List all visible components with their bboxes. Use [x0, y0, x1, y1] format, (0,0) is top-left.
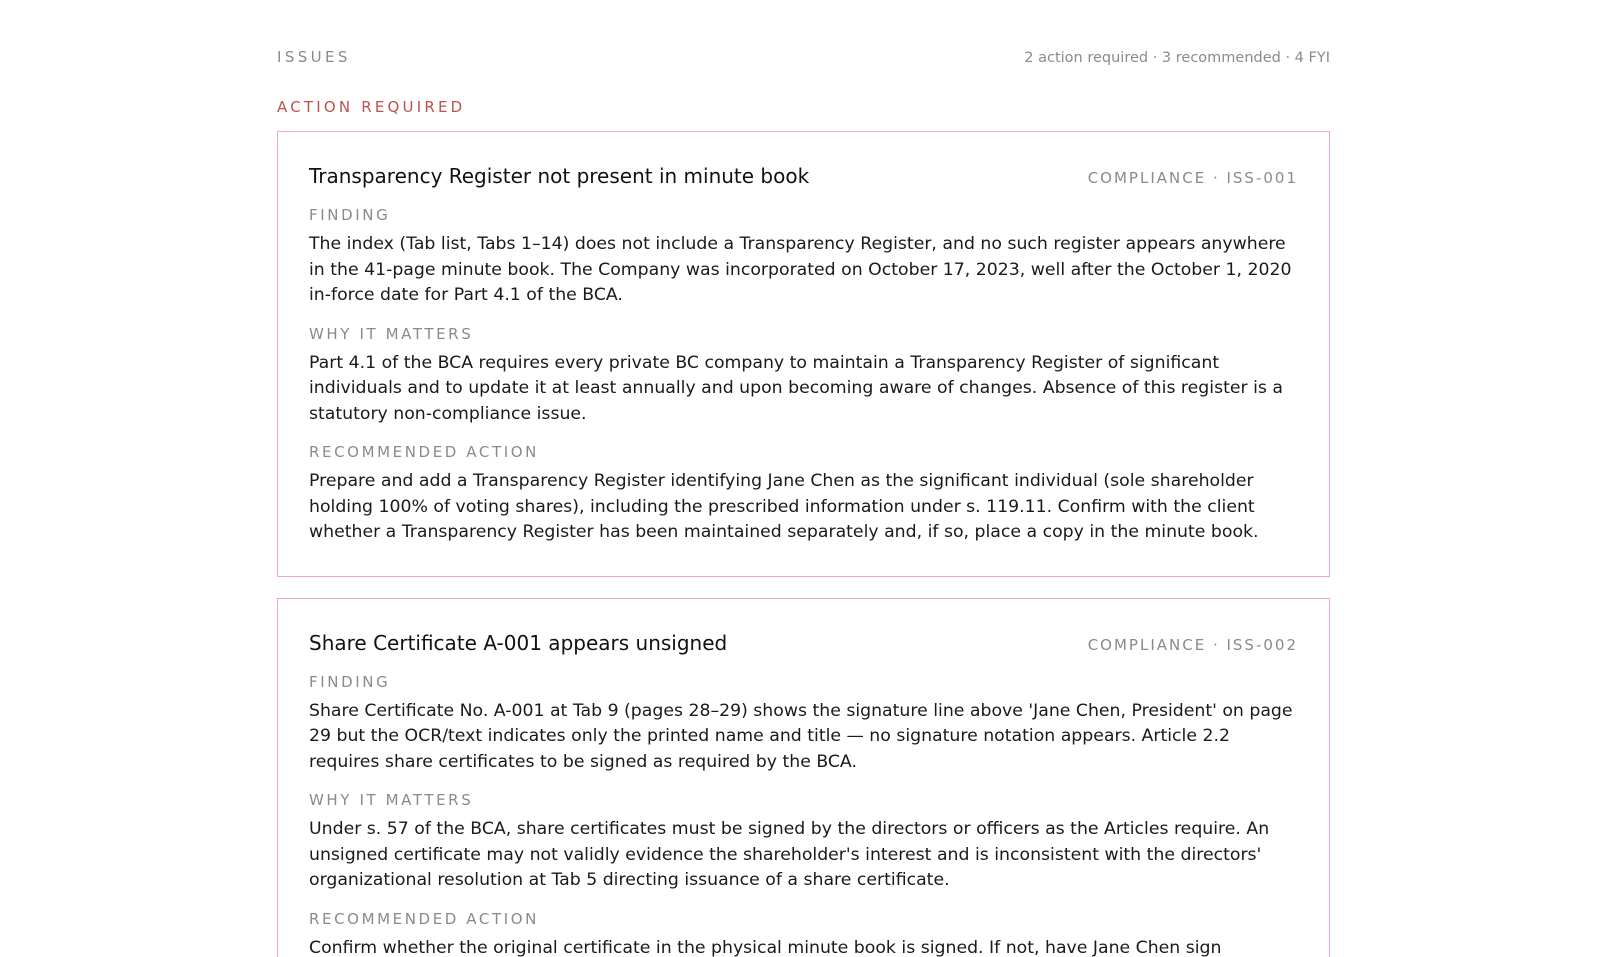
finding-label: FINDING: [309, 206, 391, 224]
why-label: WHY IT MATTERS: [309, 324, 474, 343]
issue-card-header: [309, 631, 1298, 655]
issues-heading: ISSUES: [277, 48, 351, 66]
action-label: RECOMMENDED ACTION: [309, 443, 539, 461]
section-action-required: ACTION REQUIRED: [277, 98, 466, 116]
action-text: Confirm whether the original certificate in the physical minute book is signed. If not, have Jane Chen sign: [309, 937, 1222, 957]
action-label: RECOMMENDED ACTION: [309, 909, 539, 928]
issues-summary: 2 action required · 3 recommended · 4 FYI: [1024, 50, 1330, 66]
issues-header: [277, 48, 1330, 72]
issue-card: [277, 598, 1330, 957]
action-text: Prepare and add a Transparency Register identifying Jane Chen as the significant individual (sole shareholder holding 100% of voting shares), including the prescribed information under s. 119.11. Confirm with the client whether a Transparency Register has been maintained separately and, if so, place a copy in the minute book.: [309, 471, 1259, 542]
issues-content: [277, 48, 1330, 957]
finding-text: Share Certificate No. A-001 at Tab 9 (pages 28–29) shows the signature line above 'Jane Chen, President' on page 29 but the OCR/text indicates only the printed name and title — no signature notation appears. Article 2.2 requires share certificates to be signed as required by the BCA.: [309, 700, 1293, 772]
why-text: Part 4.1 of the BCA requires every private BC company to maintain a Transparency Register of significant individuals and to update it at least annually and upon becoming aware of changes. Absence of this register is a statutory non-compliance issue.: [309, 352, 1283, 424]
issue-meta: COMPLIANCE · ISS-002: [1087, 635, 1298, 654]
issue-card: [277, 131, 1330, 577]
finding-text: The index (Tab list, Tabs 1–14) does not include a Transparency Register, and no such register appears anywhere in the 41-page minute book. The Company was incorporated on October 17, 2023, well after the October 1, 2020 in-force date for Part 4.1 of the BCA.: [309, 234, 1292, 305]
issue-meta: COMPLIANCE · ISS-001: [1087, 169, 1298, 187]
why-text: Under s. 57 of the BCA, share certificates must be signed by the directors or officers as the Articles require. An unsigned certificate may not validly evidence the shareholder's interest and is inconsistent with the directors' organizational resolution at Tab 5 directing issuance of a share certificate.: [309, 819, 1270, 890]
finding-label: FINDING: [309, 672, 391, 691]
why-label: WHY IT MATTERS: [309, 791, 474, 809]
issue-title: Transparency Register not present in minute book: [309, 164, 810, 188]
issue-title: Share Certificate A-001 appears unsigned: [309, 630, 728, 655]
issue-card-header: [309, 164, 1298, 188]
